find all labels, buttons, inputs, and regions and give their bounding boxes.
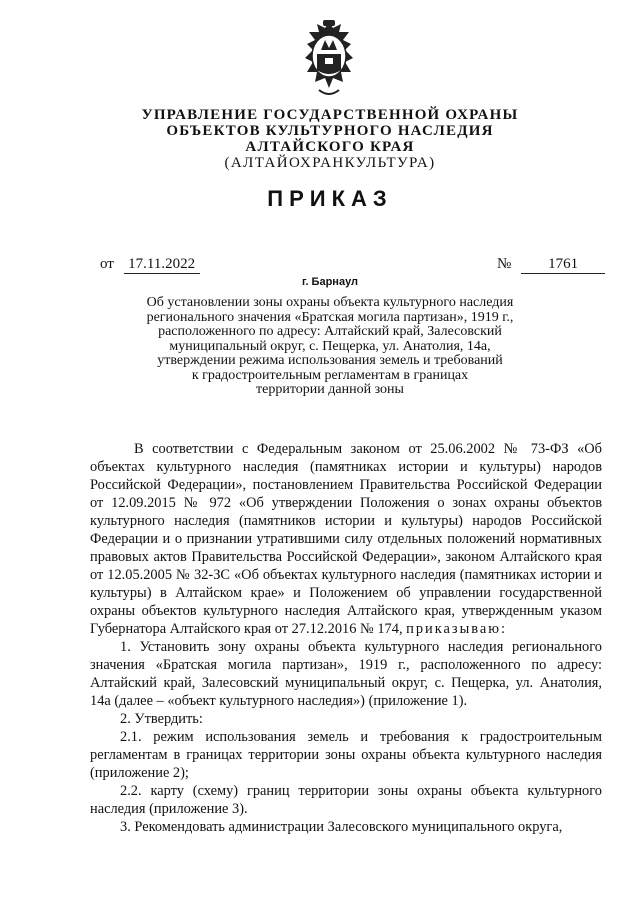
item-2-2: 2.2. карту (схему) границ территории зоны охраны объекта культурного наследия (приложение 3). [90, 783, 602, 817]
subject-line: территории данной зоны [256, 382, 404, 397]
item-2: 2. Утвердить: [120, 711, 203, 727]
document-title: ПРИКАЗ [267, 186, 393, 211]
subject-line: Об установлении зоны охраны объекта культурного наследия [146, 295, 514, 310]
order-subject [130, 296, 530, 398]
coat-of-arms-emblem [297, 18, 361, 102]
agency-name-line-3: АЛТАЙСКОГО КРАЯ [245, 139, 415, 155]
subject-line: утверждении режима использования земель и требований [157, 353, 503, 368]
city-name: г. Барнаул [301, 276, 359, 288]
item-3: 3. Рекомендовать администрации Залесовского муниципального округа, [120, 819, 563, 835]
order-number: 1761 [521, 256, 605, 274]
subject-line: расположенного по адресу: Алтайский край, Залесовский [158, 324, 502, 339]
preamble-paragraph [90, 440, 602, 638]
item-2-1: 2.1. режим использования земель и требования к градостроительным регламентам в границах территории зоны охраны объекта культурного наследия (приложение 2); [90, 729, 602, 781]
order-body [90, 440, 602, 836]
item-1: 1. Установить зону охраны объекта культурного наследия регионального значения «Братская могила партизан», 1919 г., расположенного по адресу: Алтайский край, Залесовский муниципальный округ, с. Пещерка, ул. Анатолия, 14а (далее – «объект культурного наследия») (приложение 1). [90, 639, 602, 709]
order-number-row [497, 256, 605, 274]
date-prefix: от [100, 256, 114, 272]
subject-line: к градостроительным регламентам в границах [191, 367, 469, 383]
subject-line: муниципальный округ, с. Пещерка, ул. Анатолия, 14а, [169, 338, 491, 354]
order-date-row [100, 256, 200, 274]
agency-name-line-1: УПРАВЛЕНИЕ ГОСУДАРСТВЕННОЙ ОХРАНЫ [141, 107, 519, 123]
decree-word: приказываю: [406, 621, 508, 637]
agency-name-line-2: ОБЪЕКТОВ КУЛЬТУРНОГО НАСЛЕДИЯ [166, 123, 494, 139]
order-date: 17.11.2022 [124, 256, 200, 274]
agency-short-name: (АЛТАЙОХРАНКУЛЬТУРА) [224, 155, 436, 171]
number-prefix: № [497, 256, 512, 272]
subject-line: регионального значения «Братская могила партизан», 1919 г., [146, 309, 514, 325]
preamble-text: В соответствии с Федеральным законом от 25.06.2002 № 73-ФЗ «Об объектах культурного наследия (памятниках истории и культуры) народов Российской Федерации», постановлением Правительства Российской Федерации от 12.09.2015 № 972 «Об утверждении Положения о зонах охраны объектов культурного наследия (памятников истории и культуры) народов Российской Федерации и о признании утратившими силу отдельных положений нормативных правовых актов Правительства Российской Федерации», законом Алтайского края от 12.05.2005 № 32-ЗС «Об объектах культурного наследия (памятниках истории и культуры) в Алтайском крае» и Положением об управлении государственной охраны объектов культурного наследия Алтайского края, утвержденным указом Губернатора Алтайского края от 27.12.2016 № 174, [90, 441, 602, 637]
